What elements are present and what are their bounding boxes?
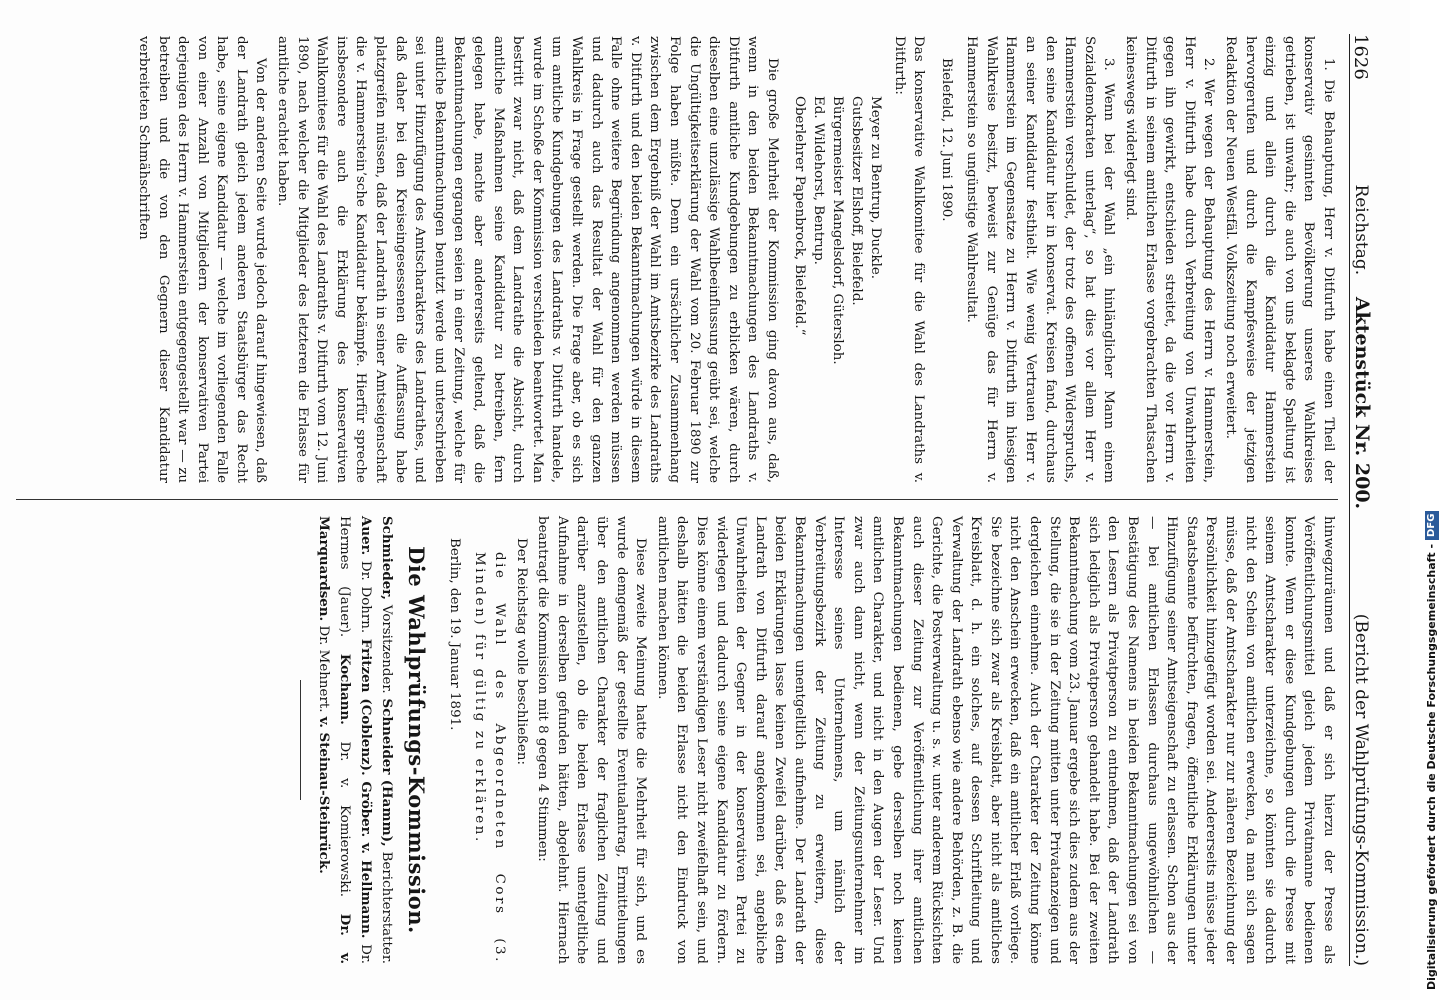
signatory: Meyer zu Bentrup, Duckle. [867, 96, 883, 280]
member-name: v. Steinau-Steinrück. [315, 716, 332, 874]
text-columns [16, 34, 1338, 966]
funding-strip [1410, 0, 1438, 1000]
closing-rule [300, 680, 301, 800]
member-name: Gröber. [357, 781, 374, 838]
signatory: Oberlehrer Papenbrock, Bielefeld.“ [791, 96, 807, 336]
member-role: Vorsitzender. [378, 604, 394, 694]
document-number: Aktenstück Nr. 200. [1350, 296, 1373, 510]
committee-intro: Das konservative Wahlkomitee für die Wahl des Landraths v. Ditfurth: [891, 36, 927, 483]
signatory: Bürgermeister Mangelsdorf, Gütersloh. [829, 96, 845, 365]
proposal-intro: Der Reichstag wolle beschließen: [513, 538, 529, 766]
member-name: Dr. v. Komierowski. [336, 741, 352, 898]
paragraph: hinwegzuräumen und daß er sich hierzu der Presse als Veröffentlichungsmittel gleich jedem Privatmanne bedienen konnte. Wenn er diese Kundgebungen durch die Presse mit seinem Amtscharakter unterzeichne, so könnten sie dadurch nicht den Schein von amtlichen erwecken, da man sich sagen müsse, daß der Amtscharakter nur zur näheren Bezeichnung der Persönlichkeit hinzugefügt worden sei. Andererseits müsse jeder Staatsbeamte befürchten, fragen, öffentliche Erklärungen unter Hinzufügung seiner Amtseigenschaft zu erlassen. Schon aus der — bei amtlichen Erlassen durchaus ungewöhnlichen — Bestätigung des Namens in beiden Bekanntmachungen sei von den Lesern als Privatperson zu entnehmen, daß der Landrath sich lediglich als Privatperson gehandelt habe. Bei der zweiten Bekanntmachung vom 23. Januar ergebe sich dies zudem aus der Stellung, die sie in der Zeitung mitten unter Privatanzeigen und dergleichen einnehme. Auch der Charakter der Zeitung könne nicht den Anschein erwecken, daß ein amtlicher Erlaß vorliege. Sie bezeichne sich zwar als Kreisblatt, aber nicht als amtliches Kreisblatt, d. h. ein solches, auf dessen Schriftleitung und Verwaltung der Landrath ebenso wie andere Behörden, z. B. die Gerichte, die Postverwaltung u. s. w. unter anderem Rücksichten auch dieser Zeitung zur Veröffentlichung ihrer amtlichen Bekanntmachungen bedienen, gebe derselben noch keinen amtlichen Charakter, und nicht in den Augen der Leser. Und zwar auch dann nicht, wenn der Zeitungsunternehmer im Interesse seines Unternehmens, um nämlich der Verbreitungsbezirk der Zeitung zu erweitern, diese Bekanntmachungen unentgeltlich aufnehme. Der Landrath der beiden Erklärungen lasse keinen Zweifel darüber, daß es dem Landrath von Ditfurth darauf angekommen sei, angebliche Unwahrheiten der Gegner in der konservativen Partei zu widerlegen und dadurch seine eigene Kandidatur zu fördern. Dies könne einem verständigen Leser nicht zweifelhaft sein, und deshalb hätten die beiden Erlasse nicht den Eindruck von amtlichen machen können. [654, 516, 1336, 964]
signatory: Ed. Wildehorst, Bentrup. [810, 96, 826, 265]
page-number: 1626 [1349, 34, 1371, 80]
letter-date: Bielefeld, 12. Juni 1890. [938, 58, 954, 222]
member-name: Fritzen (Coblenz). [357, 638, 374, 776]
signing-date: Berlin, den 19. Januar 1891. [446, 538, 462, 731]
left-column [16, 34, 1338, 500]
signatory: Gutsbesitzer Elshoff, Bielefeld. [848, 96, 864, 306]
member-name: Dr. Mehnert. [315, 625, 331, 713]
member-name: Schneider (Hamm), [378, 698, 395, 847]
member-name: Kochann. [336, 653, 353, 725]
dfg-logo: DFG [1425, 511, 1439, 540]
page-header [1349, 34, 1384, 966]
chamber-name: Reichstag. [1350, 184, 1371, 276]
header-subtitle: (Bericht der Wahlprüfungs-Kommission.) [1350, 613, 1371, 966]
funding-note [1421, 10, 1443, 990]
commission-members [313, 516, 397, 964]
member-name: Dr. Hermes (Jauer). [336, 516, 373, 965]
paragraph: 3. Wenn bei der Wahl „ein hinlänglicher Mann einem Sozialdemokraten unterlag“, so hat dies vor allem Herr v. Hammerstein verschuldet, der trotz des offenen Widerspruchs, den seine Kandidatur hier in konservat. Kreisen fand, durchaus an seiner Kandidatur festhielt. Wie wenig Vertrauen Herr v. Hammerstein im Gegensatze zu Herrn v. Ditfurth im hiesigen Wahlkreise besitzt, beweist zur Genüge das für Herrn v. Hammerstein so ungünstige Wahlresultat. [964, 36, 1117, 483]
funding-text: Digitalisierung gefördert durch die Deutsche Forschungsgemeinschaft - [1425, 543, 1438, 990]
signatory-list [790, 96, 885, 483]
member-name: Auer. [357, 516, 374, 556]
proposal-text: die Wahl des Abgeordneten Cors (3. Minden) für gültig zu erklären. [472, 552, 508, 964]
paragraph: Diese zweite Meinung hatte die Mehrheit für sich, und es wurde demgemäß der gestellte Eventualantrag, Ermittelungen über den amtlichen Charakter der fraglichen Zeitung und darüber anzustellen, ob die beiden Erlasse unentgeltliche Aufnahme in derselben gefunden hätten, abgelehnt. Hiernach beantragt die Kommission mit 8 gegen 4 Stimmen: [535, 516, 649, 964]
paragraph: 2. Wer wegen der Behauptung des Herrn v. Hammerstein, Herr v. Ditfurth habe durch Verbreitung von Unwahrheiten gegen ihn gewirkt, entschieden streitet, da die vor Herrn v. Ditfurth in seinem amtlichen Erlasse vorgebrachten Thatsachen keineswegs widerlegt sind. [1123, 36, 1217, 483]
header-center [1350, 184, 1371, 509]
member-chair: Schmieder, [378, 516, 395, 600]
paragraph: Von der anderen Seite wurde jedoch darauf hingewiesen, daß der Landrath gleich jedem anderen Staatsbürger das Recht habe, seine eigene Kandidatur — welche im vorliegenden Falle von einer Anzahl von Mitgliedern der konservativen Partei derjenigen des Herrn v. Hammerstein entgegengestellt war — zu betreiben und die von den Gegnern dieser Kandidatur verbreiteten Schmähschriften [135, 36, 269, 483]
right-column [16, 500, 1338, 966]
member-name: Dr. Dohrn. [357, 560, 373, 634]
paragraph: Die große Mehrheit der Kommission ging davon aus, daß, wenn in den beiden Bekanntmachungen des Landraths v. Ditfurth amtliche Kundgebungen zu erblicken wären, durch dieselben eine unzulässige Wahlbeeinflussung geübt sei, welche die Ungültigkeitserklärung der Wahl vom 20. Februar 1890 zur Folge haben müßte. Denn ein ursächlicher Zusammenhang zwischen dem Ergebniß der Wahl im Amtsbezirke des Landraths v. Ditfurth und den beiden Bekanntmachungen würde in diesem Falle ohne weitere Begründung angenommen werden müssen und dadurch auch das Resultat der Wahl für den ganzen Wahlkreis in Frage gestellt werden. Die Frage aber, ob es sich um amtliche Kundgebungen des Landraths v. Ditfurth handele, wurde im Schoße der Kommission verschieden beantwortet. Man bestritt zwar nicht, daß dem Landrathe die Absicht, durch amtliche Maßnahmen seine Kandidatur zu betreiben, fern gelegen habe, machte aber andererseits geltend, daß die Bekanntmachungen ergangen seien in einer Zeitung, welche für amtliche Bekanntmachungen benutzt werde und unterschrieben sei unter Hinzufügung des Amtscharakters des Landrathes, und daß daher bei den Kreiseingesessenen die Auffassung habe platzgreifen müssen, daß der Landrath in seiner Amtseigenschaft die v. Hammerstein’sche Kandidatur bekämpfe. Hierfür spreche insbesondere auch die Erklärung des konservativen Wahlkomitees für die Wahl des Landraths v. Ditfurth vom 12. Juni 1890, nach welcher die Mitglieder des letzteren die Erlasse für amtliche erachtet haben. [275, 36, 780, 483]
member-name: Dr. v. Marquardsen. [315, 516, 353, 964]
member-role: Berichterstatter. [378, 851, 394, 965]
commission-title: Die Wahlprüfungs-Kommission. [404, 546, 430, 934]
member-name: v. Hellmann. [357, 842, 374, 939]
paragraph: 1. Die Behauptung, Herr v. Ditfurth habe einen Theil der konservativ gesinnten Bevölkerung unseres Wahlkreises getrieben, ist unwahr; die auch von uns beklagte Spaltung ist einzig und allein durch die Kandidatur Hammerstein hervorgerufen und durch die Kampfesweise der jetzigen Redaktion der Neuen Westfäl. Volkszeitung noch erweitert. [1223, 36, 1336, 483]
